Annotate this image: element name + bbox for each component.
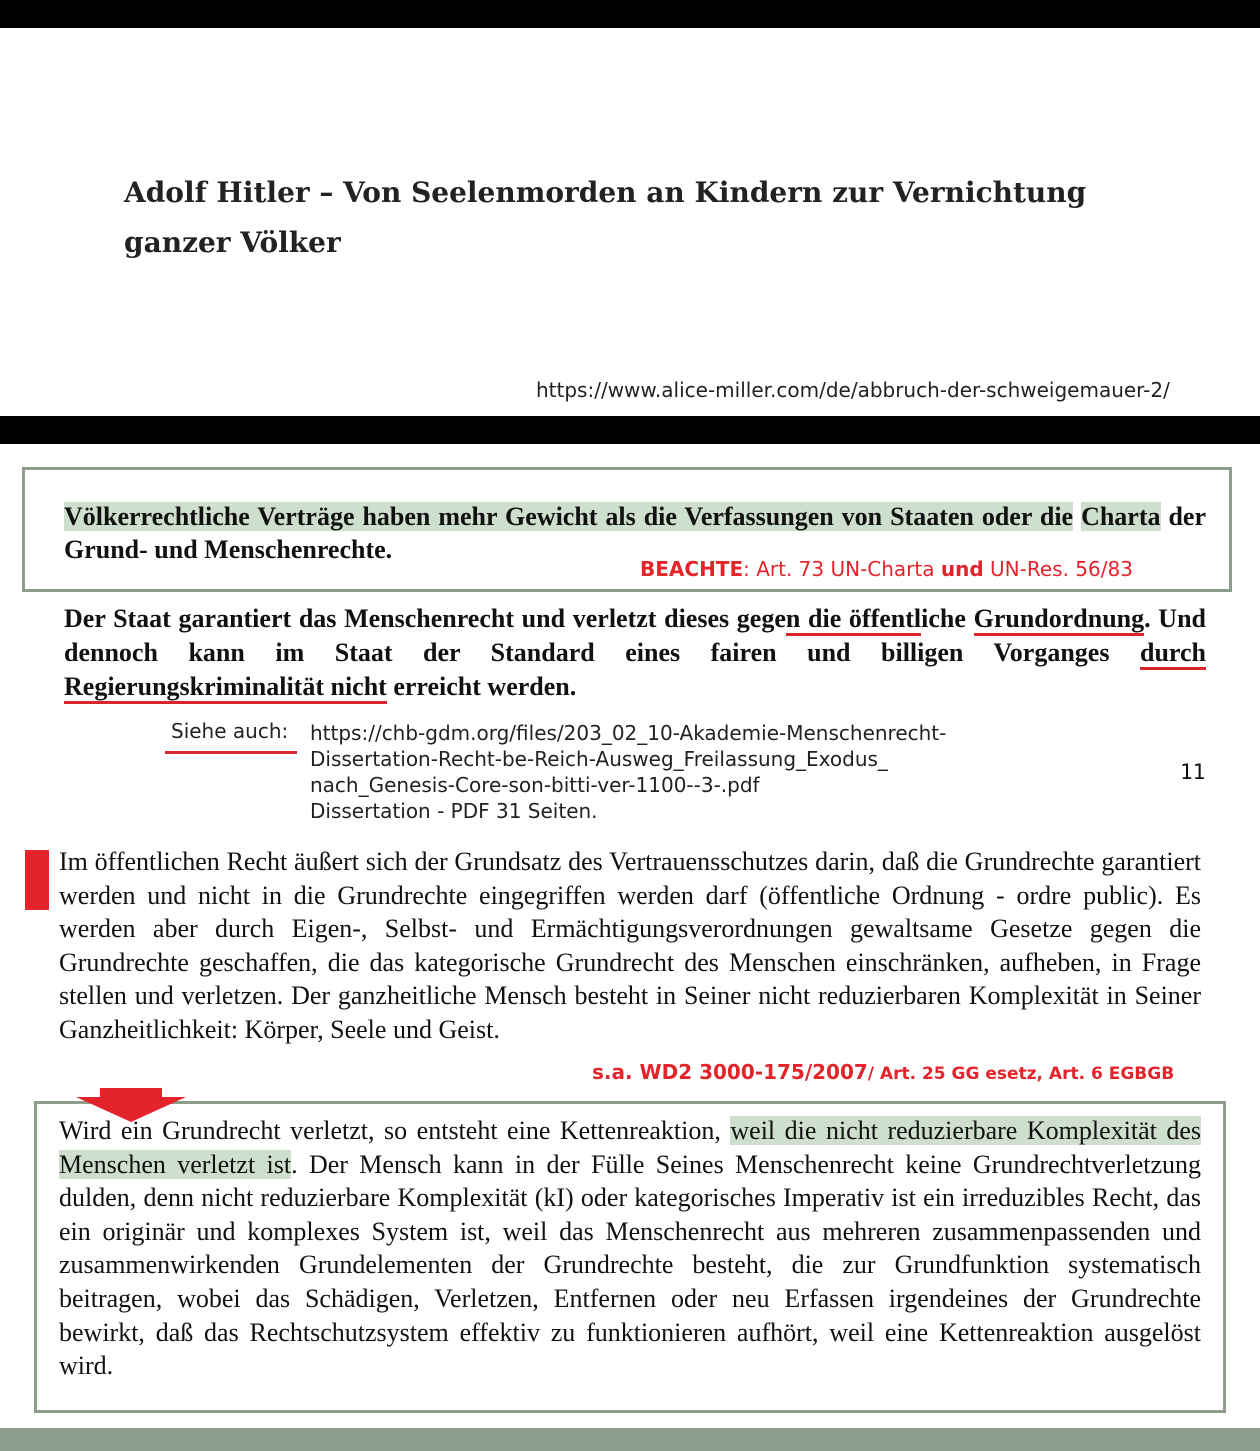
para2-part-3: . Und dennoch kann im Staat der Standard eines fairen und billigen Vorganges [64, 604, 1207, 667]
siehe-auch-underline [165, 751, 297, 754]
reference-line-1: https://chb-gdm.org/files/203_02_10-Akademie-Menschenrecht- [310, 721, 947, 745]
title-line-1: Adolf Hitler – Von Seelenmorden an Kindern zur Vernichtung [124, 176, 1087, 209]
paragraph-grundrecht-verletzt [59, 1114, 1201, 1383]
para4-part-2: . Der Mensch kann in der Fülle Seines Menschenrecht keine Grundrechtverletzung dulden, denn nicht reduzierbare Komplexität (kI) oder kategorisches Imperativ ist ein irreduzibles Recht, das ein originär und komplexes System ist, weil das Menschenrecht aus mehreren zusammenpassenden und zusammenwirkenden Grundelementen der Grundrechte besteht, die zur Grundfunktion systematisch beitragen, wobei das Schädigen, Verletzen, Entfernen oder neu Erfassen irgendeines der Grundrechte bewirkt, daß das Rechtschutzsystem effektiv zu funktionieren aufhört, weil eine Kettenreaktion ausgelöst wird. [59, 1149, 1202, 1381]
reference-note-small: / Art. 25 GG esetz, Art. 6 EGBGB [867, 1064, 1175, 1084]
beachte-note [640, 557, 1133, 581]
highlight-2: Charta [1081, 502, 1161, 531]
middle-black-bar [0, 416, 1260, 444]
siehe-auch-reference [310, 720, 1030, 824]
para2-underline-3: durch Regierungskriminalität nicht [64, 638, 1206, 704]
reference-note [592, 1060, 1174, 1084]
paragraph-staat [64, 602, 1206, 704]
beachte-art73: : Art. 73 UN-Charta [743, 557, 941, 581]
reference-line-2: Dissertation-Recht-be-Reich-Ausweg_Freilassung_Exodus_ [310, 747, 888, 771]
source-url: https://www.alice-miller.com/de/abbruch-der-schweigemauer-2/ [536, 378, 1170, 402]
highlight-1: Völkerrechtliche Verträge haben mehr Gewicht als die Verfassungen von Staaten oder die [64, 502, 1074, 531]
paragraph-oeffentliches-recht: Im öffentlichen Recht äußert sich der Grundsatz des Vertrauensschutzes darin, daß die Grundrechte garantiert werden und nicht in die Grundrechte eingegriffen werden darf (öffentliche Ordnung - ordre public). Es werden aber durch Eigen-, Selbst- und Ermächtigungsverordnungen gewaltsame Gesetze gegen die Grundrechte geschaffen, die das kategorische Grundrecht des Menschen einschränken, aufheben, in Frage stellen und verletzen. Der ganzheitliche Mensch besteht in Seiner nicht reduzierbaren Komplexität in Seiner Ganzheitlichkeit: Körper, Seele und Geist. [59, 847, 1201, 1044]
para2-part-4: erreicht werden. [386, 672, 577, 701]
red-margin-marker [25, 850, 49, 910]
reference-line-3: nach_Genesis-Core-son-bitti-ver-1100--3-.pdf [310, 773, 760, 797]
top-black-bar [0, 0, 1260, 28]
reference-line-4: Dissertation - PDF 31 Seiten. [310, 799, 598, 823]
para4-part-1: Wird ein Grundrecht verletzt, so entsteht eine Kettenreaktion, [59, 1116, 731, 1145]
para2-underline-2: Grundordnung [974, 604, 1145, 636]
quote-rest: der Grund- und Menschenrechte. [64, 502, 1207, 564]
para2-underline-1: n die öffentl [786, 604, 921, 636]
page-number: 11 [1180, 760, 1206, 784]
para4-highlight: weil die nicht reduzierbare Komplexität des Menschen verletzt ist [59, 1116, 1202, 1179]
para2-part-2: iche [921, 604, 974, 633]
beachte-res: UN-Res. 56/83 [983, 557, 1133, 581]
para2-part-1: Der Staat garantiert das Menschenrecht und verletzt dieses gege [64, 604, 786, 633]
bottom-green-bar [0, 1428, 1260, 1451]
reference-note-main: s.a. WD2 3000-175/2007 [592, 1060, 868, 1084]
siehe-auch-label: Siehe auch: [171, 719, 289, 743]
beachte-und: und [940, 557, 984, 581]
beachte-label: BEACHTE [640, 557, 744, 581]
page-title [124, 168, 1144, 268]
title-line-2: ganzer Völker [124, 226, 341, 259]
